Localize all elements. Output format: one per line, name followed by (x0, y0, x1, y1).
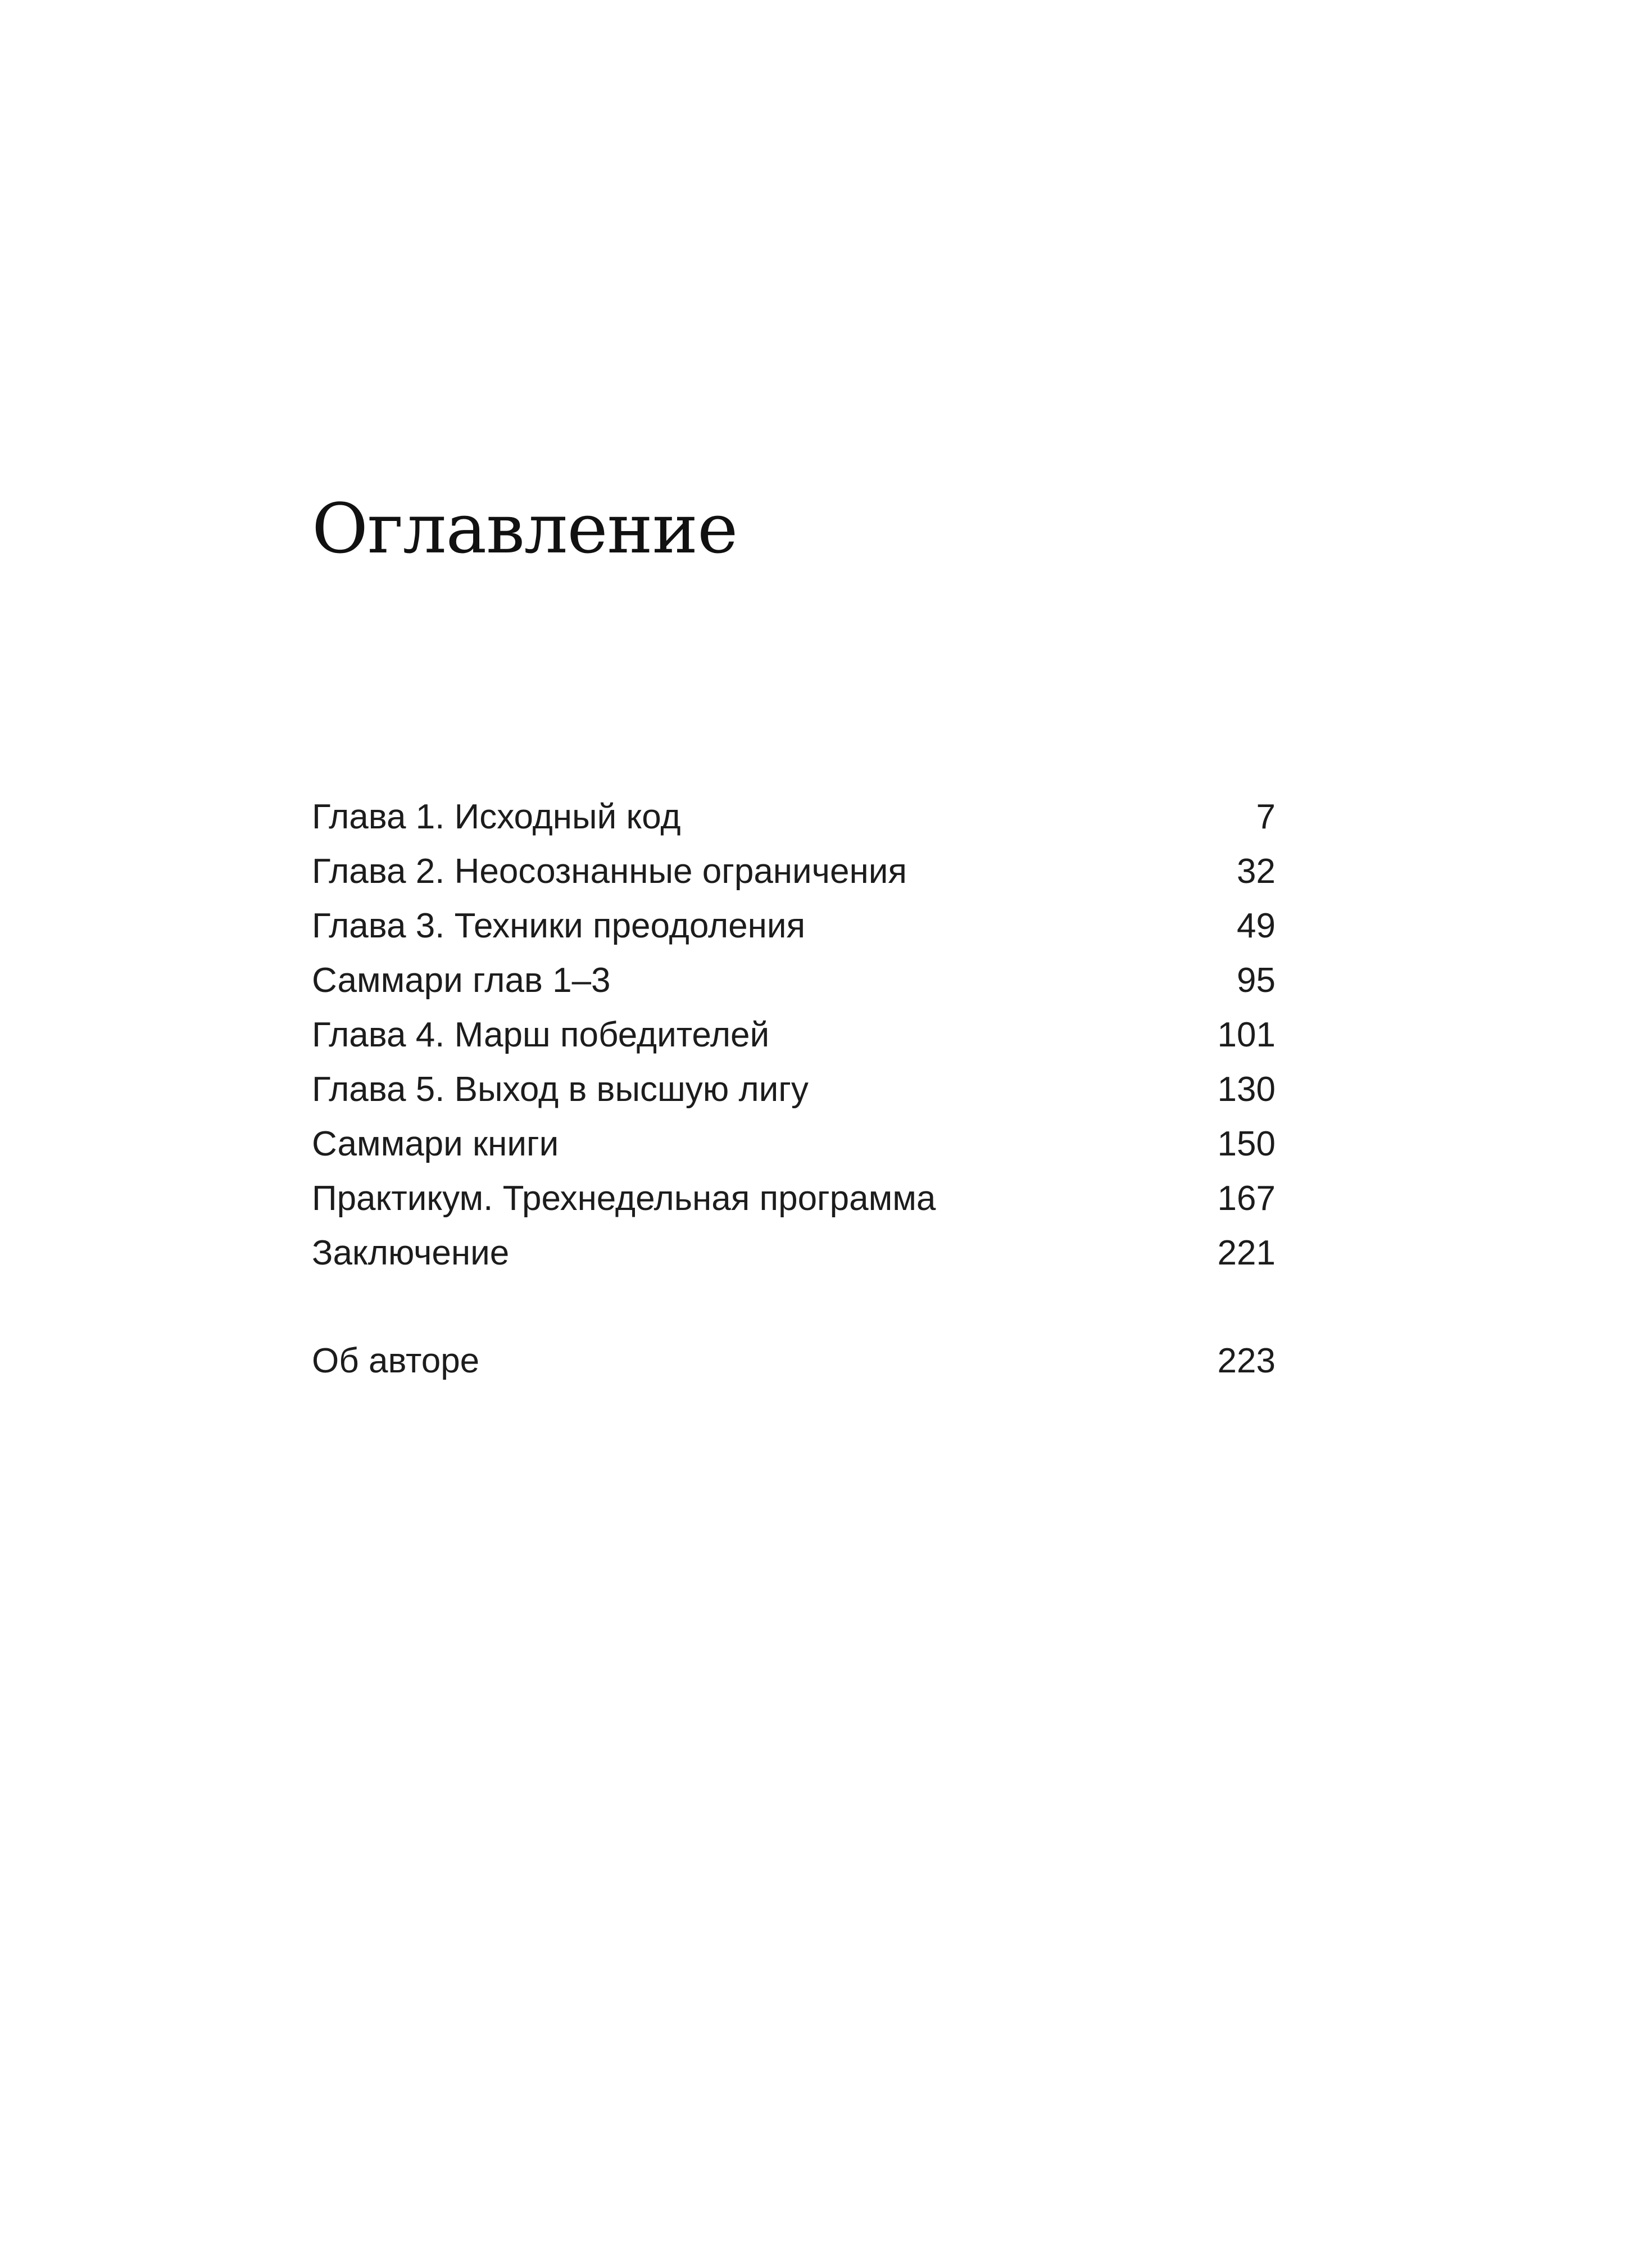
toc-entry-page: 130 (1217, 1070, 1276, 1109)
toc-entry-page: 167 (1217, 1179, 1276, 1218)
toc-entry-page: 95 (1237, 961, 1276, 1000)
toc-entry-page: 7 (1256, 797, 1276, 836)
toc-entry[interactable] (312, 790, 1276, 844)
toc-entry[interactable] (312, 1334, 1276, 1388)
toc-entry[interactable] (312, 1008, 1276, 1062)
toc-entry-page: 101 (1217, 1016, 1276, 1054)
toc-entry-page: 223 (1217, 1341, 1276, 1380)
toc-entry[interactable] (312, 899, 1276, 953)
toc-entry-title: Глава 4. Марш победителей (312, 1016, 770, 1054)
toc-entry-title: Саммари книги (312, 1125, 559, 1163)
toc-entry-page: 32 (1237, 852, 1276, 891)
toc-entry-title: Практикум. Трехнедельная программа (312, 1179, 936, 1218)
toc-entry-title: Глава 5. Выход в высшую лигу (312, 1070, 809, 1109)
toc-entry-title: Заключение (312, 1234, 510, 1272)
toc-entry[interactable] (312, 1062, 1276, 1117)
toc-entry[interactable] (312, 1117, 1276, 1171)
toc-entry-title: Об авторе (312, 1341, 480, 1380)
toc-entry[interactable] (312, 953, 1276, 1008)
toc-entry[interactable] (312, 1171, 1276, 1226)
toc-entry-title: Саммари глав 1–3 (312, 961, 611, 1000)
toc-entry-title: Глава 3. Техники преодоления (312, 907, 806, 945)
toc-entry-title: Глава 2. Неосознанные ограничения (312, 852, 907, 891)
toc-entry[interactable] (312, 844, 1276, 899)
toc-entry[interactable] (312, 1226, 1276, 1280)
toc-entry-page: 49 (1237, 907, 1276, 945)
toc-entry-page: 221 (1217, 1234, 1276, 1272)
toc-entry-page: 150 (1217, 1125, 1276, 1163)
toc-entry-title: Глава 1. Исходный код (312, 797, 681, 836)
page-title: Оглавление (312, 489, 738, 569)
table-of-contents (312, 790, 1276, 1388)
